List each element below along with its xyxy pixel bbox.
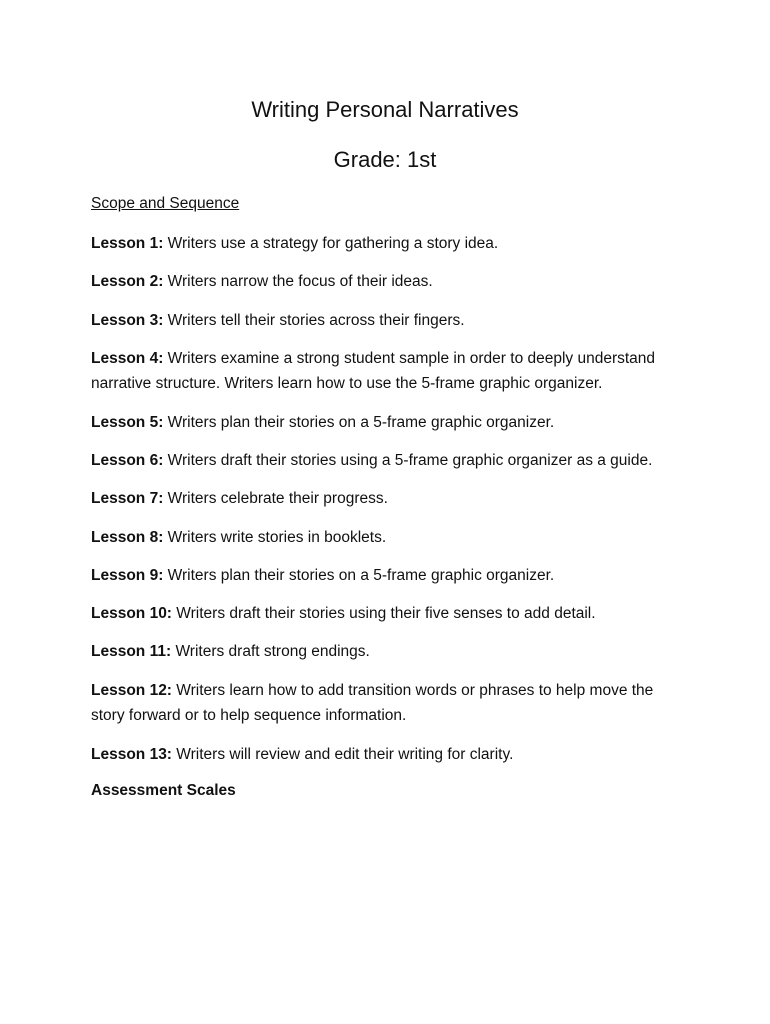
lesson-item	[91, 742, 691, 768]
lesson-text: Writers draft their stories using a 5-frame graphic organizer as a guide.	[167, 451, 653, 469]
lesson-label: Lesson 3:	[91, 311, 164, 329]
lesson-label: Lesson 5:	[91, 413, 164, 431]
lesson-item	[91, 486, 691, 512]
lesson-text: Writers celebrate their progress.	[167, 490, 388, 508]
lesson-item	[91, 448, 691, 474]
lesson-label: Lesson 1:	[91, 235, 164, 252]
lesson-text: Writers tell their stories across their fingers.	[167, 311, 465, 329]
lesson-label: Lesson 8:	[91, 528, 164, 546]
lesson-text: Writers use a strategy for gathering a story idea.	[167, 235, 499, 252]
lesson-text: Writers draft strong endings.	[175, 643, 370, 661]
lesson-item	[91, 639, 691, 665]
assessment-scales-heading: Assessment Scales	[91, 782, 236, 799]
lesson-label: Lesson 9:	[91, 566, 164, 584]
lesson-item	[91, 269, 691, 295]
lesson-text: Writers plan their stories on a 5-frame graphic organizer.	[167, 566, 555, 584]
lesson-text: Writers narrow the focus of their ideas.	[167, 273, 433, 291]
lesson-item	[91, 410, 691, 436]
lesson-label: Lesson 4:	[91, 349, 164, 367]
lesson-label: Lesson 6:	[91, 451, 164, 469]
lesson-text: Writers learn how to add transition words or phrases to help move the story forward or to help sequence information.	[91, 681, 654, 725]
lesson-label: Lesson 12:	[91, 681, 172, 699]
grade-heading: Grade: 1st	[333, 147, 437, 172]
lesson-text: Writers will review and edit their writing for clarity.	[176, 745, 514, 763]
lesson-item	[91, 601, 691, 627]
lesson-item	[91, 346, 691, 397]
lesson-text: Writers plan their stories on a 5-frame graphic organizer.	[167, 413, 555, 431]
lesson-label: Lesson 10:	[91, 605, 172, 623]
lesson-text: Writers write stories in booklets.	[167, 528, 387, 546]
lesson-item	[91, 525, 691, 551]
lesson-label: Lesson 7:	[91, 490, 164, 508]
lesson-item	[91, 308, 691, 334]
scope-sequence-heading: Scope and Sequence	[91, 195, 240, 212]
lesson-item	[91, 563, 691, 589]
lesson-text: Writers draft their stories using their five senses to add detail.	[176, 605, 596, 623]
lesson-text: Writers examine a strong student sample in order to deeply understand narrative structure. Writers learn how to use the 5-frame graphic organizer.	[91, 349, 656, 393]
page-title: Writing Personal Narratives	[251, 97, 519, 122]
lesson-item	[91, 678, 691, 729]
lesson-item	[91, 231, 691, 257]
lesson-label: Lesson 13:	[91, 745, 172, 763]
lesson-label: Lesson 2:	[91, 273, 164, 291]
lesson-label: Lesson 11:	[91, 643, 172, 661]
lesson-list	[91, 231, 691, 780]
